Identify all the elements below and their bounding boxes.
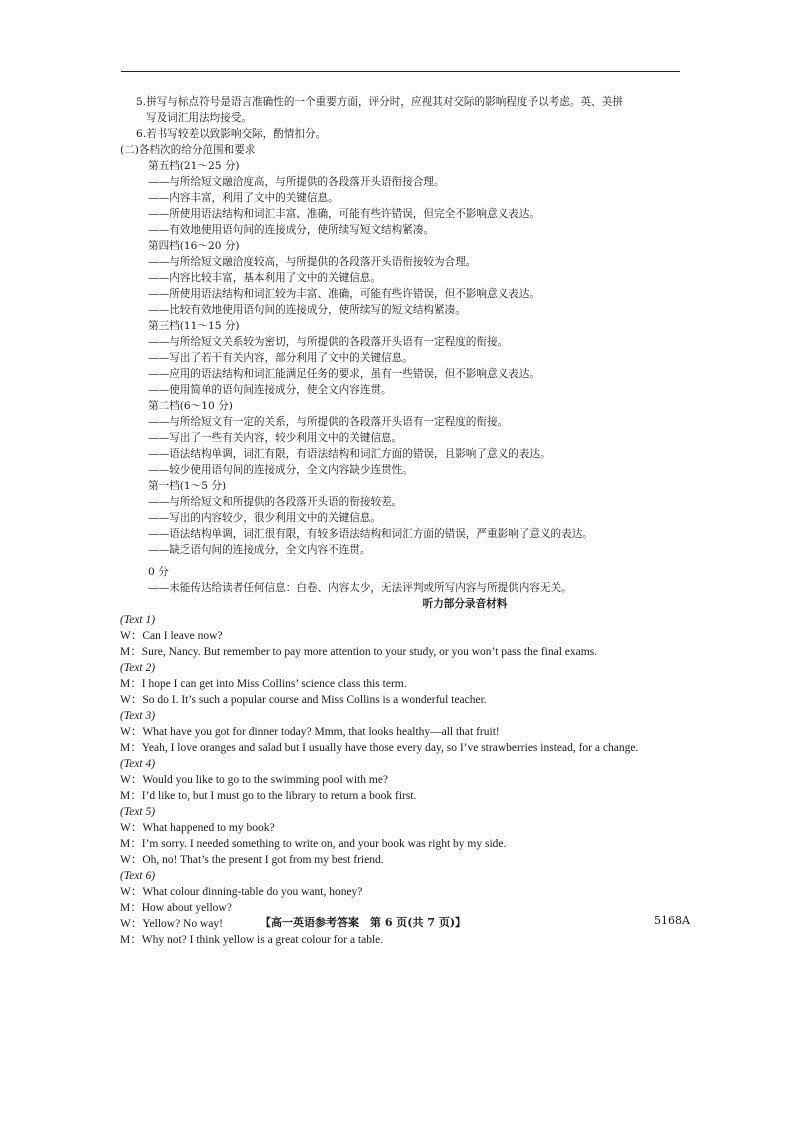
band-5-title: 第五档(21～25 分) [148, 160, 240, 172]
utterance: What happened to my book? [142, 822, 275, 834]
dialogue-line [120, 788, 690, 804]
speaker: M： [120, 646, 142, 658]
utterance: I hope I can get into Miss Collins’ science class this term. [141, 678, 407, 690]
speaker: M： [120, 934, 142, 946]
band-1-item: ——与所给短文和所提供的各段落开头语的衔接较差。 [148, 496, 403, 508]
band-4-title: 第四档(16～20 分) [148, 240, 240, 252]
utterance: Can I leave now? [142, 630, 223, 642]
band-2-item: ——写出了一些有关内容，较少利用文中的关键信息。 [148, 432, 403, 444]
utterance: I’d like to, but I must go to the library to return a book first. [141, 790, 417, 802]
speaker: W： [120, 726, 143, 738]
utterance: So do I. It’s such a popular course and Miss Collins is a wonderful teacher. [142, 694, 487, 706]
band-3-item: ——与所给短文关系较为密切，与所提供的各段落开头语有一定程度的衔接。 [148, 336, 509, 348]
header-rule [121, 71, 680, 72]
band-1-title: 第一档(1～5 分) [148, 480, 227, 492]
speaker: W： [120, 854, 143, 866]
band-4-item: ——比较有效地使用语句间的连接成分，使所续写的短文结构紧凑。 [148, 304, 466, 316]
utterance: How about yellow? [141, 902, 232, 914]
band-4-item: ——与所给短文融洽度较高，与所提供的各段落开头语衔接较为合理。 [148, 256, 477, 268]
utterance: What colour dinning-table do you want, honey? [142, 886, 363, 898]
utterance: Yellow? No way! [142, 918, 223, 930]
band-5-item: ——内容丰富，利用了文中的关键信息。 [148, 192, 339, 204]
page-content [120, 94, 690, 948]
text-label: (Text 6) [120, 870, 156, 882]
band-1-item: ——缺乏语句间的连接成分，全文内容不连贯。 [148, 544, 371, 556]
section-heading: (二)各档次的给分范围和要求 [120, 144, 256, 156]
band-2-item: ——语法结构单调，词汇有限，有语法结构和词汇方面的错误，且影响了意义的表达。 [148, 448, 551, 460]
band-0-title: 0 分 [148, 566, 169, 578]
speaker: M： [120, 838, 142, 850]
dialogue-line [120, 740, 690, 756]
dialogue-line [120, 692, 690, 708]
utterance: Why not? I think yellow is a great colour for a table. [141, 934, 384, 946]
band-3-item: ——使用简单的语句间连接成分，使全文内容连贯。 [148, 384, 392, 396]
band-2-title: 第二档(6～10 分) [148, 400, 233, 412]
dialogue-line [120, 644, 690, 660]
note-5-line-1: 5.拼写与标点符号是语言准确性的一个重要方面，评分时，应视其对交际的影响程度予以考虑。英、美拼 [136, 96, 623, 108]
speaker: W： [120, 694, 143, 706]
band-4-item: ——所使用语法结构和词汇较为丰富、准确，可能有些许错误，但不影响意义表达。 [148, 288, 540, 300]
dialogue-line [120, 852, 690, 868]
text-label: (Text 5) [120, 806, 156, 818]
band-5-item: ——有效地使用语句间的连接成分，使所续写短文结构紧凑。 [148, 224, 435, 236]
band-5-item: ——与所给短文融洽度高，与所提供的各段落开头语衔接合理。 [148, 176, 445, 188]
dialogue-line [120, 772, 690, 788]
dialogue-line [120, 628, 690, 644]
utterance: Would you like to go to the swimming pool with me? [142, 774, 389, 786]
dialogue-line [120, 836, 690, 852]
note-6: 6.若书写较差以致影响交际，酌情扣分。 [136, 128, 327, 140]
speaker: M： [120, 742, 142, 754]
utterance: Yeah, I love oranges and salad but I usually have those every day, so I’ve strawberries instead, for a change. [141, 742, 639, 754]
speaker: W： [120, 822, 143, 834]
text-label: (Text 4) [120, 758, 156, 770]
dialogue-line [120, 820, 690, 836]
footer-code: 5168A [654, 914, 690, 927]
dialogue-line [120, 884, 690, 900]
utterance: I’m sorry. I needed something to write on, and your book was right by my side. [141, 838, 507, 850]
utterance: Oh, no! That’s the present I got from my best friend. [142, 854, 384, 866]
band-0-item: ——未能传达给读者任何信息：白卷、内容太少，无法评判或所写内容与所提供内容无关。 [148, 582, 572, 594]
speaker: M： [120, 790, 142, 802]
dialogue-line [120, 676, 690, 692]
dialogue-line [120, 932, 690, 948]
footer-page-info: 【高一英语参考答案 第 6 页(共 7 页)】 [260, 916, 467, 929]
band-3-item: ——应用的语法结构和词汇能满足任务的要求，虽有一些错误，但不影响意义表达。 [148, 368, 540, 380]
speaker: W： [120, 774, 143, 786]
dialogue-line [120, 724, 690, 740]
text-label: (Text 2) [120, 662, 156, 674]
speaker: W： [120, 886, 143, 898]
band-1-item: ——语法结构单调，词汇很有限，有较多语法结构和词汇方面的错误，严重影响了意义的表达。 [148, 528, 593, 540]
text-label: (Text 1) [120, 614, 156, 626]
band-3-item: ——写出了若干有关内容，部分利用了文中的关键信息。 [148, 352, 413, 364]
utterance: Sure, Nancy. But remember to pay more attention to your study, or you won’t pass the final exams. [141, 646, 598, 658]
speaker: M： [120, 902, 142, 914]
band-4-item: ——内容比较丰富，基本利用了文中的关键信息。 [148, 272, 382, 284]
speaker: M： [120, 678, 142, 690]
band-5-item: ——所使用语法结构和词汇丰富、准确，可能有些许错误，但完全不影响意义表达。 [148, 208, 540, 220]
band-3-title: 第三档(11～15 分) [148, 320, 240, 332]
note-5-line-2: 写及词汇用法均接受。 [146, 112, 252, 124]
text-label: (Text 3) [120, 710, 156, 722]
speaker: W： [120, 918, 143, 930]
transcript-heading: 听力部分录音材料 [422, 598, 508, 610]
band-1-item: ——写出的内容较少，很少利用文中的关键信息。 [148, 512, 382, 524]
band-2-item: ——较少使用语句间的连接成分，全文内容缺少连贯性。 [148, 464, 413, 476]
speaker: W： [120, 630, 143, 642]
band-2-item: ——与所给短文有一定的关系，与所提供的各段落开头语有一定程度的衔接。 [148, 416, 509, 428]
utterance: What have you got for dinner today? Mmm, that looks healthy—all that fruit! [142, 726, 500, 738]
